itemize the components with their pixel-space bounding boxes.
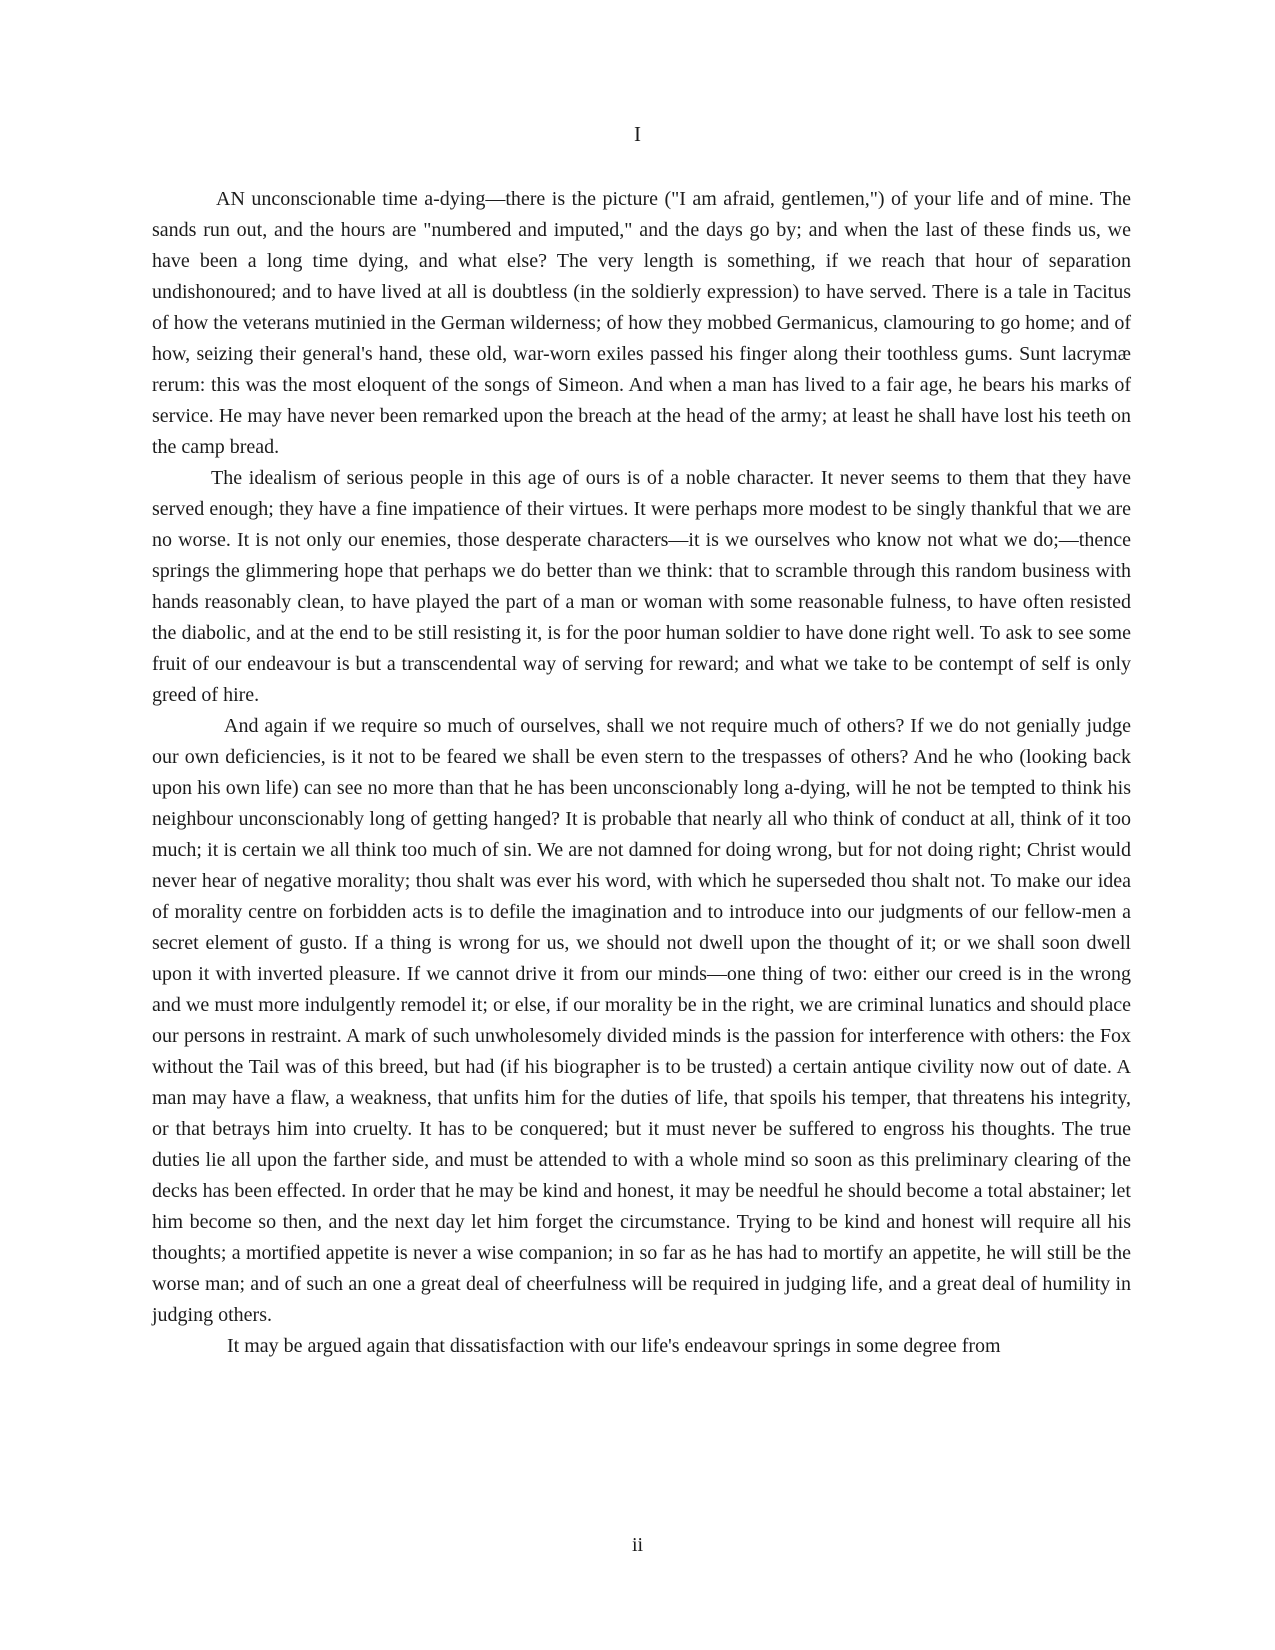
paragraph-3: And again if we require so much of ourselves, shall we not require much of others? If we do not genially judge our own deficiencies, is it not to be feared we shall be even stern to the trespasses of others? And he who (looking back upon his own life) can see no more than that he has been unconscionably long a-dying, will he not be tempted to think his neighbour unconscionably long of getting hanged? It is probable that nearly all who think of conduct at all, think of it too much; it is certain we all think too much of sin. We are not damned for doing wrong, but for not doing right; Christ would never hear of negative morality; thou shalt was ever his word, with which he superseded thou shalt not. To make our idea of morality centre on forbidden acts is to defile the imagination and to introduce into our judgments of our fellow-men a secret element of gusto. If a thing is wrong for us, we should not dwell upon the thought of it; or we shall soon dwell upon it with inverted pleasure. If we cannot drive it from our minds—one thing of two: either our creed is in the wrong and we must more indulgently remodel it; or else, if our morality be in the right, we are criminal lunatics and should place our persons in restraint. A mark of such unwholesomely divided minds is the passion for interference with others: the Fox without the Tail was of this breed, but had (if his biographer is to be trusted) a certain antique civility now out of date. A man may have a flaw, a weakness, that unfits him for the duties of life, that spoils his temper, that threatens his integrity, or that betrays him into cruelty. It has to be conquered; but it must never be suffered to engross his thoughts. The true duties lie all upon the farther side, and must be attended to with a whole mind so soon as this preliminary clearing of the decks has been effected. In order that he may be kind and honest, it may be needful he should become a total abstainer; let him become so then, and the next day let him forget the circumstance. Trying to be kind and honest will require all his thoughts; a mortified appetite is never a wise companion; in so far as he has had to mortify an appetite, he will still be the worse man; and of such an one a great deal of cheerfulness will be required in judging life, and a great deal of humility in judging others. [152,715,1131,1326]
body-text [152,184,1131,1362]
chapter-heading: I [634,122,641,146]
paragraph-2: The idealism of serious people in this age of ours is of a noble character. It never seems to them that they have served enough; they have a fine impatience of their virtues. It were perhaps more modest to be singly thankful that we are no worse. It is not only our enemies, those desperate characters—it is we ourselves who know not what we do;—thence springs the glimmering hope that perhaps we do better than we think: that to scramble through this random business with hands reasonably clean, to have played the part of a man or woman with some reasonable fulness, to have often resisted the diabolic, and at the end to be still resisting it, is for the poor human soldier to have done right well. To ask to see some fruit of our endeavour is but a transcendental way of serving for reward; and what we take to be contempt of self is only greed of hire. [152,467,1131,706]
paragraph-1: AN unconscionable time a-dying—there is the picture ("I am afraid, gentlemen,") of your life and of mine. The sands run out, and the hours are "numbered and imputed," and the days go by; and when the last of these finds us, we have been a long time dying, and what else? The very length is something, if we reach that hour of separation undishonoured; and to have lived at all is doubtless (in the soldierly expression) to have served. There is a tale in Tacitus of how the veterans mutinied in the German wilderness; of how they mobbed Germanicus, clamouring to go home; and of how, seizing their general's hand, these old, war-worn exiles passed his finger along their toothless gums. Sunt lacrymæ rerum: this was the most eloquent of the songs of Simeon. And when a man has lived to a fair age, he bears his marks of service. He may have never been remarked upon the breach at the head of the army; at least he shall have lost his teeth on the camp bread. [152,188,1131,458]
page-number: ii [631,1534,644,1556]
paragraph-4: It may be argued again that dissatisfaction with our life's endeavour springs in some degree from [227,1335,1001,1357]
